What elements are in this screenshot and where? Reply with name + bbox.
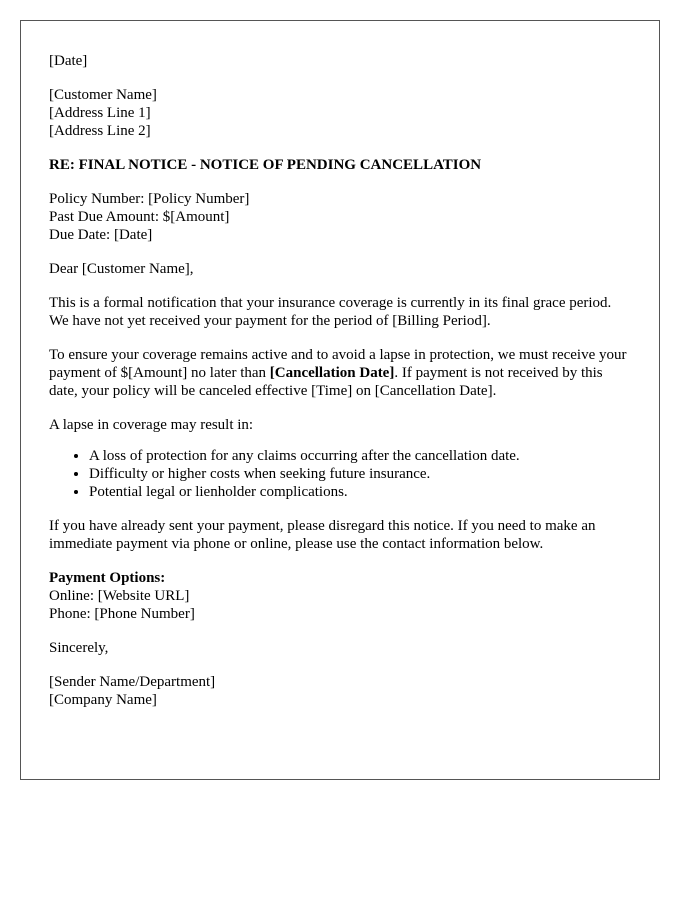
policy-number: Policy Number: [Policy Number]	[49, 191, 250, 207]
already-paid-paragraph: If you have already sent your payment, please disregard this notice. If you need to make an immediate payment via phone or online, please use the contact information below.	[49, 518, 596, 552]
due-date: Due Date: [Date]	[49, 227, 153, 243]
grace-period-paragraph: This is a formal notification that your insurance coverage is currently in its final grace period. We have not yet received your payment for the period of [Billing Period].	[49, 295, 612, 329]
payment-options-heading: Payment Options:	[49, 570, 166, 586]
payment-deadline-text-start: To ensure your coverage remains active and to avoid a lapse in protection, we must receive your payment of $[Amount] no later than	[49, 347, 627, 381]
recipient-address	[49, 86, 631, 140]
payment-options	[49, 569, 631, 623]
list-item: • Difficulty or higher costs when seeking future insurance.	[89, 465, 631, 483]
lapse-intro: A lapse in coverage may result in:	[49, 417, 254, 433]
sender-name: [Sender Name/Department]	[49, 674, 216, 690]
recipient-address-line-1: [Address Line 1]	[49, 105, 151, 121]
payment-deadline-paragraph	[49, 346, 631, 400]
subject-line: RE: FINAL NOTICE - NOTICE OF PENDING CANCELLATION	[49, 157, 482, 173]
cancellation-date-emphasis: [Cancellation Date]	[269, 365, 395, 381]
payment-online: Online: [Website URL]	[49, 588, 190, 604]
list-item: • A loss of protection for any claims occurring after the cancellation date.	[89, 447, 631, 465]
lapse-consequences-list	[49, 447, 631, 501]
letter-date: [Date]	[49, 53, 88, 69]
policy-details	[49, 190, 631, 244]
letter-page	[20, 20, 660, 780]
payment-phone: Phone: [Phone Number]	[49, 606, 195, 622]
sender-company: [Company Name]	[49, 692, 157, 708]
closing: Sincerely,	[49, 640, 109, 656]
salutation: Dear [Customer Name],	[49, 261, 194, 277]
recipient-name: [Customer Name]	[49, 87, 157, 103]
payment-deadline-text-end: . If payment is not received by this date, your policy will be canceled effective [Time] on [Cancellation Date].	[49, 365, 603, 399]
recipient-address-line-2: [Address Line 2]	[49, 123, 151, 139]
sender-signature	[49, 673, 631, 709]
list-item: • Potential legal or lienholder complications.	[89, 483, 631, 501]
past-due-amount: Past Due Amount: $[Amount]	[49, 209, 230, 225]
